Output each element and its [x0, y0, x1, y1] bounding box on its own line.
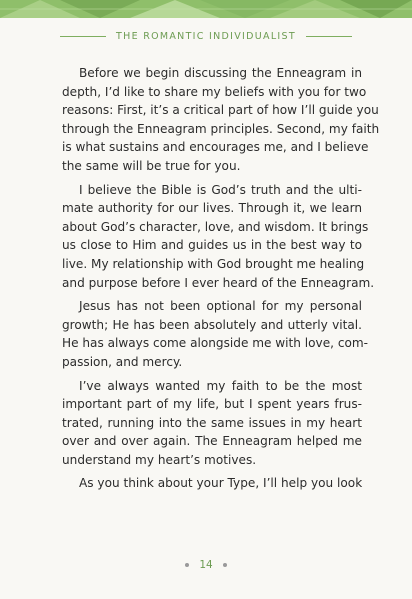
body-text: [62, 64, 380, 498]
header-rule-right: [306, 36, 352, 37]
text-line: through the Enneagram principles. Second, my faith: [62, 121, 380, 136]
text-line: passion, and mercy.: [62, 354, 183, 369]
text-line: understand my heart’s motives.: [62, 452, 257, 467]
decorative-top-band: [0, 0, 412, 18]
paragraph: [62, 474, 362, 493]
text-line: about God’s character, love, and wisdom. It brings: [62, 219, 369, 234]
text-line: I’ve always wanted my faith to be the most: [79, 378, 362, 393]
text-line: over and over again. The Enneagram helped me: [62, 434, 362, 449]
paragraph: [62, 64, 380, 176]
text-line: us close to Him and guides us in the best way to: [62, 238, 362, 253]
page-number: 14: [199, 559, 213, 571]
text-line: the same will be true for you.: [62, 158, 241, 173]
running-header: [0, 26, 412, 46]
text-line: As you think about your Type, I’ll help you look: [79, 476, 363, 491]
text-line: He has always come alongside me with love, com-: [62, 336, 369, 351]
page-footer: [0, 556, 412, 574]
text-line: growth; He has been absolutely and utterly vital.: [62, 317, 362, 332]
text-line: trated, running into the same issues in my heart: [62, 415, 362, 430]
paragraph: [62, 181, 375, 293]
text-line: reasons: First, it’s a critical part of how I’ll guide you: [62, 103, 379, 118]
footer-dot-right: [223, 563, 227, 567]
text-line: Jesus has not been optional for my personal: [79, 299, 362, 314]
paragraph: [62, 297, 369, 371]
header-rule-left: [60, 36, 106, 37]
text-line: important part of my life, but I spent years frus-: [62, 397, 362, 412]
text-line: Before we begin discussing the Enneagram in: [79, 66, 362, 80]
text-line: live. My relationship with God brought me healing: [62, 256, 365, 271]
paragraph: [62, 377, 362, 470]
text-line: is what sustains and encourages me, and I believe: [62, 140, 369, 155]
text-line: and purpose before I ever heard of the Enneagram.: [62, 275, 375, 290]
geometric-pattern-icon: [0, 0, 412, 18]
text-line: depth, I’d like to share my beliefs with you for two: [62, 84, 367, 99]
footer-dot-left: [185, 563, 189, 567]
text-line: I believe the Bible is God’s truth and the ulti-: [79, 182, 362, 197]
text-line: mate authority for our lives. Through it, we learn: [62, 201, 362, 216]
running-title: THE ROMANTIC INDIVIDUALIST: [116, 30, 296, 42]
